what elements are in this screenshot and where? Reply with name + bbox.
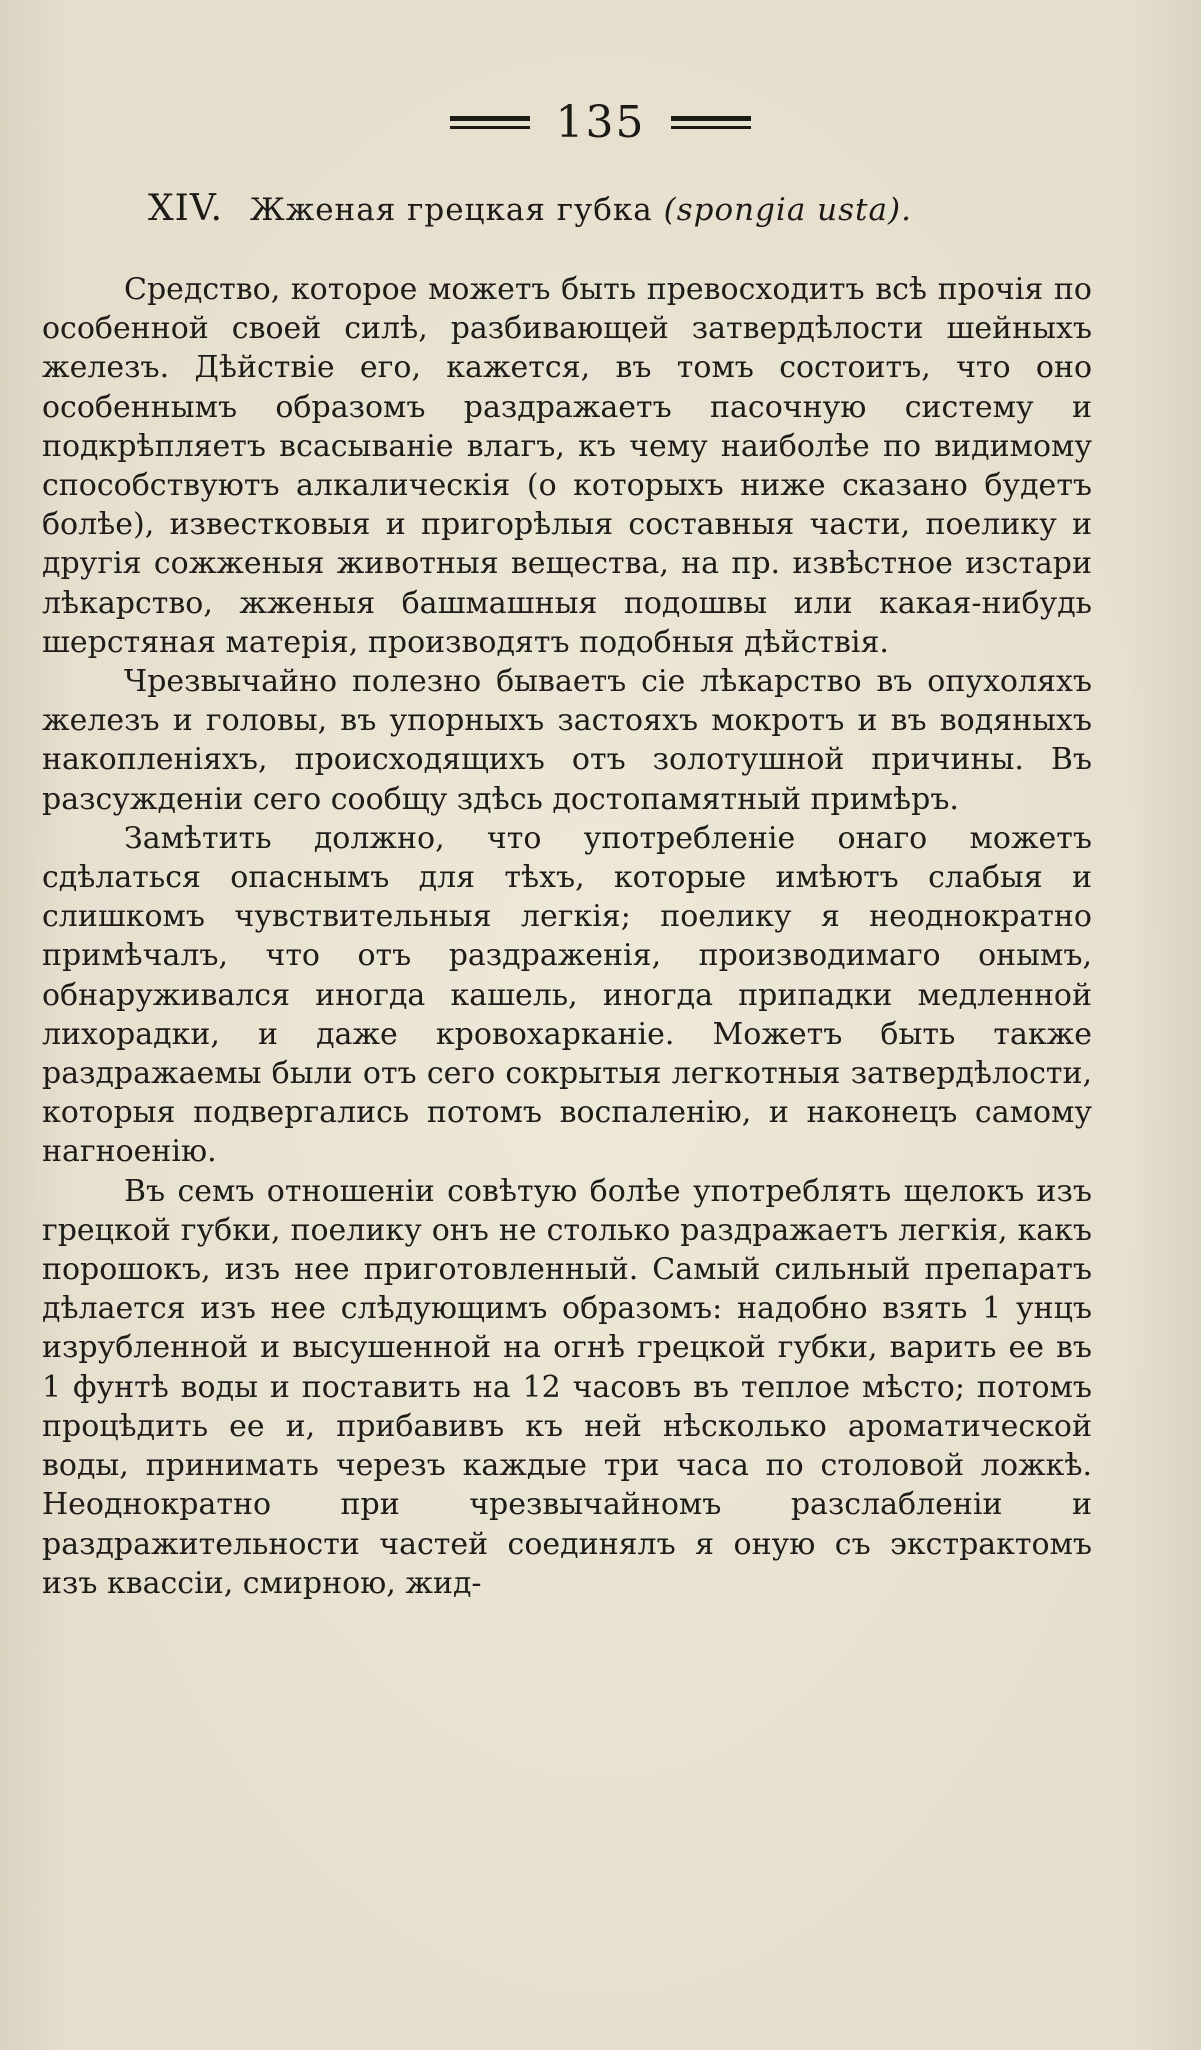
- left-ornament-rule: [450, 111, 530, 133]
- paragraph-2: Чрезвычайно полезно бываетъ сіе лѣкарство въ опухоляхъ железъ и головы, въ упорныхъ застояхъ мокротъ и въ водяныхъ накопленіяхъ, происходящихъ отъ золотушной причины. Въ разсужденіи сего сообщу здѣсь достопамятный примѣръ.: [42, 664, 1092, 817]
- body-text: [42, 270, 1092, 1603]
- page-header: [0, 92, 1201, 152]
- section-heading: [148, 188, 1088, 229]
- section-title-text: Жженая грецкая губка: [249, 192, 653, 228]
- paragraph-3: Замѣтить должно, что употребленіе онаго можетъ сдѣлаться опаснымъ для тѣхъ, которые имѣютъ слабыя и слишкомъ чувствительныя легкія; поелику я неоднократно примѣчалъ, что отъ раздраженія, производимаго онымъ, обнаруживался иногда кашель, иногда припадки медленной лихорадки, и даже кровохарканіе. Можетъ быть также раздражаемы были отъ сего сокрытыя легкотныя затвердѣлости, которыя подвергались потомъ воспаленію, и наконецъ самому нагноенію.: [42, 820, 1092, 1170]
- section-number: XIV.: [148, 188, 223, 229]
- paragraph-4: Въ семъ отношеніи совѣтую болѣе употреблять щелокъ изъ грецкой губки, поелику онъ не столько раздражаетъ легкія, какъ порошокъ, изъ нее приготовленный. Самый сильный препаратъ дѣлается изъ нее слѣдующимъ образомъ: надобно взять 1 унцъ изрубленной и высушенной на огнѣ грецкой губки, варить ее въ 1 фунтѣ воды и поставить на 12 часовъ въ теплое мѣсто; потомъ процѣдить ее и, прибавивъ къ ней нѣсколько ароматической воды, принимать черезъ каждые три часа по столовой ложкѣ. Неоднократно при чрезвычайномъ разслабленіи и раздражительности частей соединялъ я оную съ экстрактомъ изъ квассіи, смирною, жид-: [42, 1173, 1092, 1601]
- page-number: 135: [555, 96, 646, 148]
- paragraph-1: Средство, которое можетъ быть превосходитъ всѣ прочія по особенной своей силѣ, разбивающей затвердѣлости шейныхъ железъ. Дѣйствіе его, кажется, въ томъ состоитъ, что оно особеннымъ образомъ раздражаетъ пасочную систему и подкрѣпляетъ всасываніе влагъ, къ чему наиболѣе по видимому способствуютъ алкалическія (о которыхъ ниже сказано будетъ болѣе), известковыя и пригорѣлыя составныя части, поелику и другія сожженыя животныя вещества, на пр. извѣстное изстари лѣкарство, жженыя башмашныя подошвы или какая-нибудь шерстяная матерія, производятъ подобныя дѣйствія.: [42, 272, 1092, 660]
- section-latin-name: (spongia usta).: [663, 192, 912, 228]
- right-ornament-rule: [671, 111, 751, 133]
